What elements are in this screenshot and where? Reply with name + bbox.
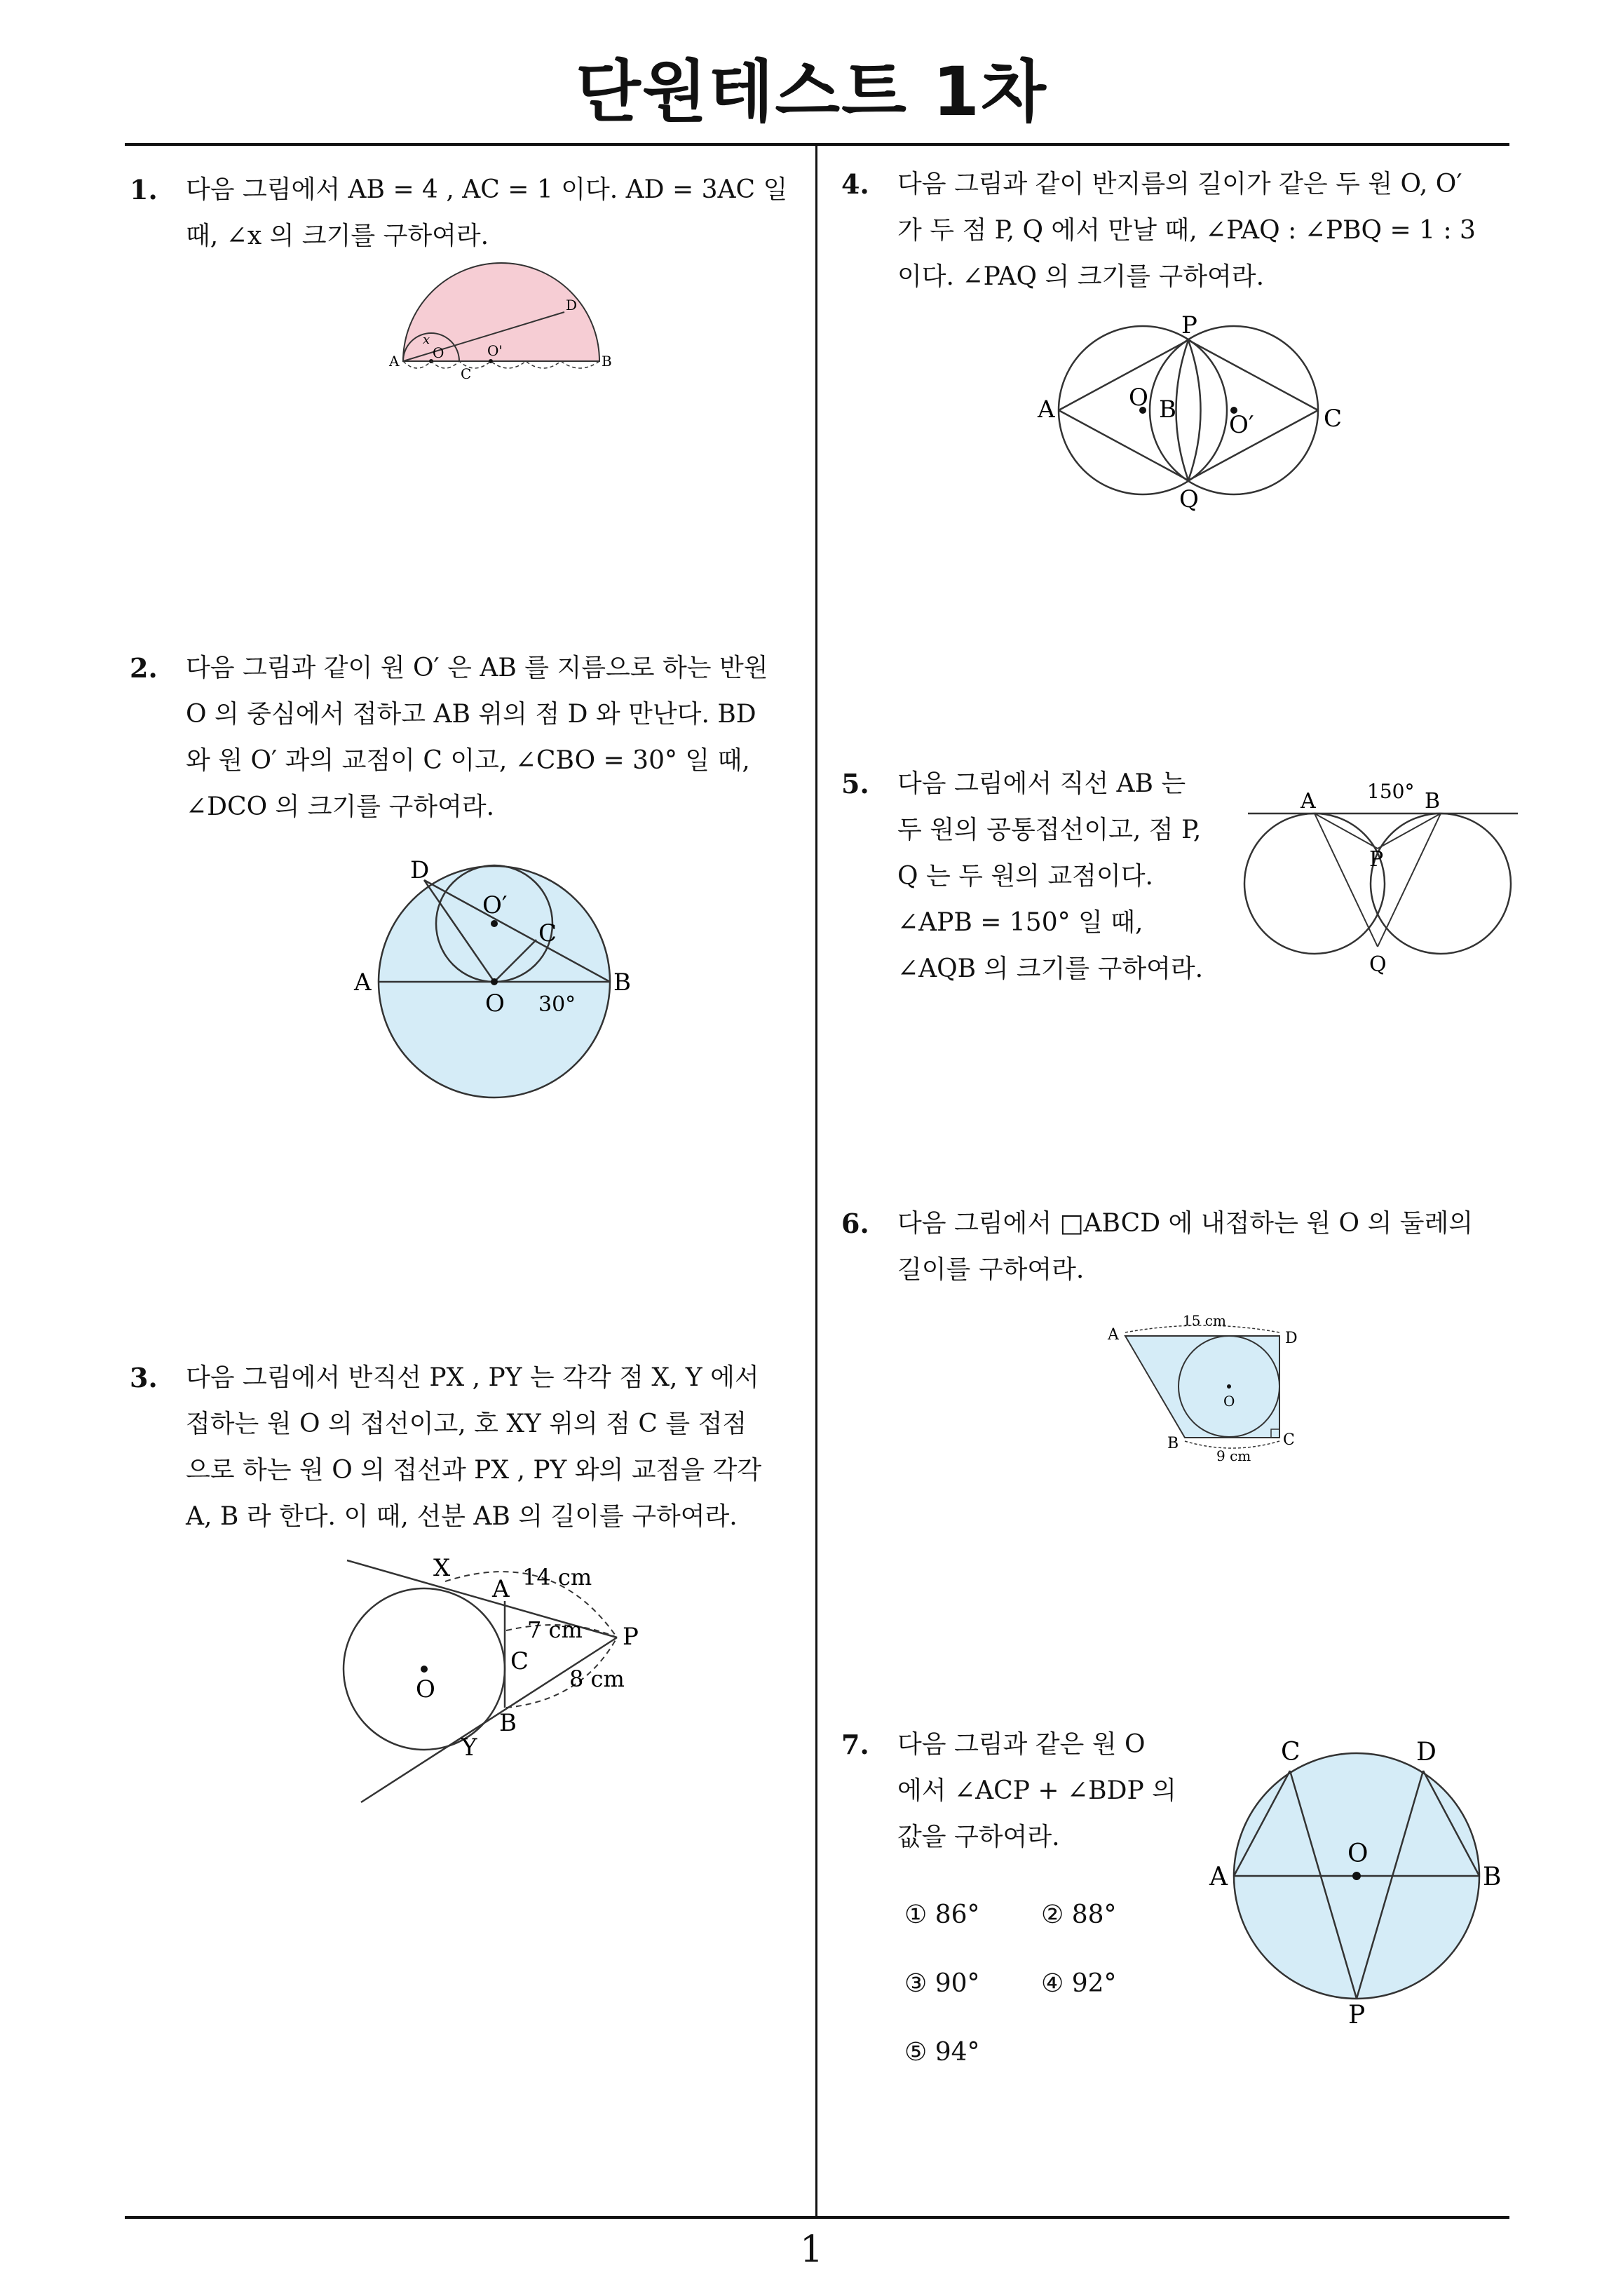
problem-5 (841, 761, 1203, 992)
problem-line: 접하는 원 O 의 접선이고, 호 XY 위의 점 C 를 접점 (186, 1410, 747, 1438)
fig3-label: O (416, 1675, 435, 1703)
figure-3 (344, 1546, 666, 1813)
fig7-label: O (1347, 1839, 1369, 1868)
fig6-label: 9 cm (1216, 1447, 1251, 1464)
problem-line: O 의 중심에서 접하고 AB 위의 점 D 와 만난다. BD (186, 700, 756, 729)
problem-line: 두 원의 공통접선이고, 점 P, (897, 816, 1202, 844)
fig5-label: 150° (1367, 780, 1415, 803)
problem-text (897, 1722, 1176, 1861)
fig6-label: 15 cm (1183, 1312, 1226, 1329)
fig4-label: C (1324, 405, 1343, 433)
fig2-label: A (354, 968, 372, 997)
fig1-label: C (461, 365, 472, 382)
problem-line: 이다. ∠PAQ 의 크기를 구하여라. (897, 262, 1265, 291)
fig6-label: D (1285, 1330, 1298, 1347)
problem-1 (130, 167, 787, 259)
fig2-label: O (485, 990, 505, 1018)
problem-line: 다음 그림에서 직선 AB 는 (897, 769, 1186, 798)
problem-line: A, B 라 한다. 이 때, 선분 AB 의 길이를 구하여라. (186, 1502, 738, 1531)
problem-line: 와 원 O′ 과의 교점이 C 이고, ∠CBO = 30° 일 때, (186, 746, 750, 775)
problem-text (186, 1355, 761, 1540)
fig3-label: Y (461, 1734, 477, 1762)
problem-line: 가 두 점 P, Q 에서 만날 때, ∠PAQ : ∠PBQ = 1 : 3 (897, 216, 1476, 245)
problem-4 (841, 161, 1476, 300)
fig7-label: B (1483, 1863, 1502, 1891)
figure-5 (1244, 771, 1525, 982)
problem-number: 1. (130, 174, 158, 205)
fig3-label: 7 cm (527, 1616, 583, 1643)
fig5-label: A (1301, 789, 1316, 813)
problem-line: ∠DCO 의 크기를 구하여라. (186, 792, 495, 821)
option-1[interactable]: ① 86° (904, 1900, 980, 1929)
problem-number: 2. (130, 652, 158, 684)
problem-line: 으로 하는 원 O 의 접선과 PX , PY 와의 교점을 각각 (186, 1456, 762, 1485)
figure-7 (1202, 1729, 1518, 2030)
option-3[interactable]: ③ 90° (904, 1969, 980, 1998)
problem-line: 길이를 구하여라. (897, 1255, 1085, 1284)
problem-line: ∠AQB 의 크기를 구하여라. (897, 954, 1204, 983)
fig3-label: X (433, 1554, 451, 1582)
fig5-label: B (1425, 789, 1441, 813)
fig1-label: O' (487, 342, 503, 359)
fig3-label: B (499, 1709, 517, 1737)
fig1-label: O (433, 344, 444, 361)
problem-line: Q 는 두 원의 교점이다. (897, 862, 1153, 891)
problem-number: 4. (841, 168, 869, 200)
fig2-label: D (410, 856, 430, 884)
option-4[interactable]: ④ 92° (1041, 1969, 1117, 1998)
page-number: 1 (799, 2229, 824, 2271)
fig3-label: C (510, 1647, 529, 1675)
column-divider (815, 144, 817, 2217)
problem-line: 다음 그림에서 반직선 PX , PY 는 각각 점 X, Y 에서 (186, 1363, 759, 1392)
fig6-label: A (1108, 1326, 1119, 1344)
fig1-label: A (389, 353, 400, 370)
fig3-label: 14 cm (522, 1564, 592, 1591)
figure-2 (351, 849, 645, 1108)
fig7-label: D (1416, 1738, 1437, 1767)
problem-line: 다음 그림과 같이 원 O′ 은 AB 를 지름으로 하는 반원 (186, 654, 768, 682)
fig2-label: C (538, 919, 557, 947)
problem-text (897, 161, 1476, 300)
problem-line: 다음 그림과 같은 원 O (897, 1730, 1146, 1759)
fig3-label: 8 cm (569, 1666, 625, 1692)
fig1-label: x (423, 332, 430, 347)
problem-line: 다음 그림과 같이 반지름의 길이가 같은 두 원 O, O′ (897, 170, 1462, 198)
problem-line: ∠APB = 150° 일 때, (897, 908, 1143, 937)
problem-text (897, 1201, 1473, 1293)
fig4-label: P (1181, 311, 1197, 339)
problem-line: 에서 ∠ACP + ∠BDP 의 (897, 1776, 1176, 1805)
problem-number: 3. (130, 1362, 158, 1393)
option-2[interactable]: ② 88° (1041, 1900, 1117, 1929)
fig4-label: B (1159, 396, 1176, 424)
fig3-label: P (623, 1623, 639, 1651)
problem-number: 5. (841, 768, 869, 799)
fig7-label: A (1209, 1863, 1228, 1891)
problem-text (186, 645, 768, 830)
fig7-label: C (1281, 1738, 1301, 1767)
figure-4 (1031, 311, 1395, 513)
fig6-label: B (1167, 1435, 1179, 1452)
fig4-label: Q (1179, 485, 1199, 513)
fig1-label: B (602, 353, 612, 370)
problem-line: 때, ∠x 의 크기를 구하여라. (186, 222, 489, 250)
fig7-label: P (1348, 2001, 1366, 2030)
problem-number: 7. (841, 1729, 869, 1760)
problem-text (186, 167, 787, 259)
figure-6 (1097, 1304, 1315, 1466)
page-title: 단원테스트 1차 (576, 53, 1047, 131)
bottom-rule (125, 2216, 1509, 2219)
problem-line: 다음 그림에서 □ABCD 에 내접하는 원 O 의 둘레의 (897, 1209, 1474, 1238)
problem-number: 6. (841, 1208, 869, 1239)
problem-7 (841, 1722, 1176, 1861)
figure-1 (389, 274, 613, 393)
problem-6 (841, 1201, 1473, 1293)
fig4-label: A (1038, 396, 1055, 424)
fig1-label: D (566, 297, 578, 313)
option-5[interactable]: ⑤ 94° (904, 2038, 980, 2067)
fig3-label: A (492, 1575, 510, 1603)
problem-text (897, 761, 1203, 992)
problem-3 (130, 1355, 761, 1540)
fig4-label: O (1129, 384, 1148, 412)
problem-line: 값을 구하여라. (897, 1823, 1060, 1851)
fig5-label: P (1369, 847, 1384, 872)
problem-2 (130, 645, 768, 830)
fig2-label: B (613, 968, 631, 997)
fig5-label: Q (1369, 952, 1387, 977)
fig2-label: 30° (538, 992, 576, 1017)
fig6-label: O (1223, 1393, 1235, 1410)
problem-line: 다음 그림에서 AB = 4 , AC = 1 이다. AD = 3AC 일 (186, 175, 788, 204)
fig4-label: O′ (1229, 411, 1254, 439)
fig2-label: O′ (482, 891, 508, 919)
fig6-label: C (1283, 1431, 1295, 1449)
